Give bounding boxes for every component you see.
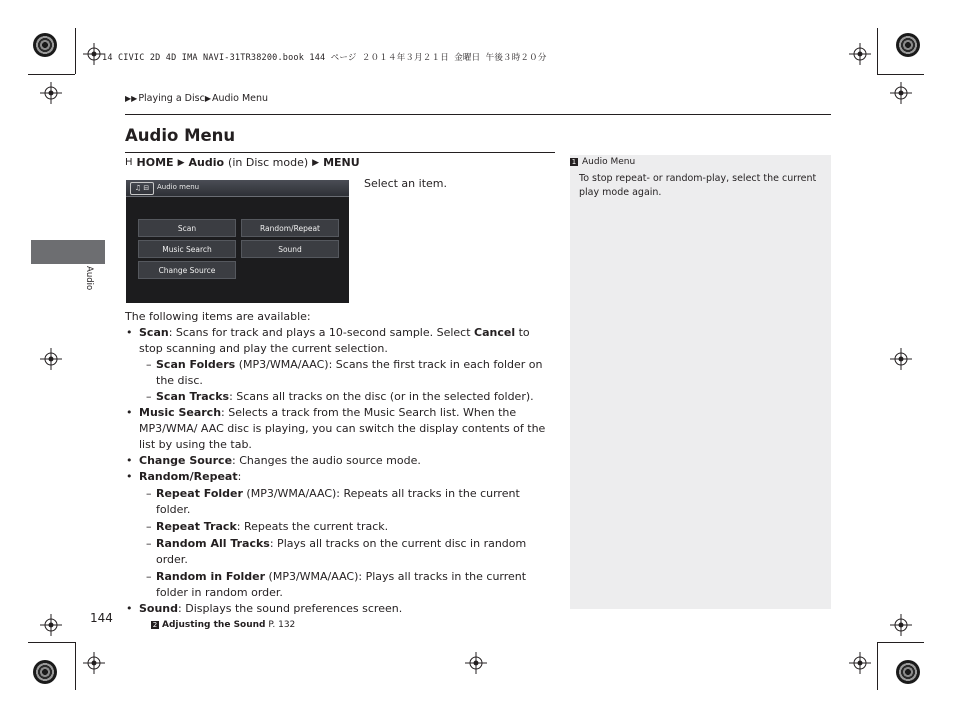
bullet: •: [126, 406, 133, 419]
cross-reference[interactable]: [125, 617, 555, 633]
sub-list-item: [125, 486, 555, 518]
crop-line: [75, 642, 76, 690]
nav-arrow-icon: ▶: [177, 157, 185, 168]
music-search-button[interactable]: Music Search: [138, 240, 236, 258]
nav-audio: Audio: [188, 156, 225, 169]
breadcrumb-arrow-icon: ▶: [204, 94, 211, 103]
registration-mark-icon: [40, 614, 62, 636]
sub-list-item: [125, 519, 555, 535]
desc-change-source: : Changes the audio source mode.: [232, 454, 421, 467]
crop-line: [877, 642, 924, 643]
navigation-path: [125, 156, 360, 169]
term-cancel: Cancel: [474, 326, 516, 339]
print-file-header: 14 CIVIC 2D 4D IMA NAVI-31TR38200.book 144 ページ ２０１４年３月２１日 金曜日 午後３時２０分: [102, 53, 547, 63]
crop-line: [877, 74, 924, 75]
term-scan-folders: Scan Folders: [156, 358, 236, 371]
page-title: Audio Menu: [125, 126, 236, 145]
audio-menu-screen: [126, 180, 349, 303]
desc-scan: : Scans for track and plays a 10-second sample. Select: [168, 326, 475, 339]
screen-title-bar: [126, 180, 349, 197]
change-source-button[interactable]: Change Source: [138, 261, 236, 279]
note-text: To stop repeat- or random-play, select the current play mode again.: [579, 173, 817, 198]
reference-arrow-icon: 2: [152, 620, 158, 629]
dash: –: [146, 358, 152, 371]
crop-line: [877, 642, 878, 690]
term-random-in-folder: Random in Folder: [156, 570, 266, 583]
sub-list-item: [125, 357, 555, 389]
dash: –: [146, 537, 152, 550]
bullet: •: [126, 454, 133, 467]
note-title: Audio Menu: [582, 157, 636, 167]
term-random-repeat: Random/Repeat: [139, 470, 238, 483]
voice-command-icon: H: [125, 157, 133, 168]
registration-mark-icon: [83, 652, 105, 674]
music-icon: ♫ ⊟: [130, 182, 154, 195]
sub-list-item: [125, 569, 555, 601]
term-random-all-tracks: Random All Tracks: [156, 537, 270, 550]
bullet: •: [126, 326, 133, 339]
registration-mark-icon: [890, 614, 912, 636]
header-divider: [125, 114, 831, 115]
list-item: [125, 469, 555, 485]
note-heading: [570, 157, 635, 167]
instruction-text: Select an item.: [364, 177, 447, 190]
registration-mark-icon: [849, 652, 871, 674]
crop-line: [877, 28, 878, 74]
registration-mark-icon: [40, 348, 62, 370]
section-tab: [31, 240, 105, 264]
desc-scan-folders: (MP3/WMA/AAC): Scans the first track in each folder on the disc.: [156, 358, 543, 387]
scan-button[interactable]: Scan: [138, 219, 236, 237]
section-tab-label: Audio: [84, 266, 94, 291]
breadcrumb: [125, 93, 268, 104]
term-sound: Sound: [139, 602, 179, 615]
title-divider: [125, 152, 555, 153]
sub-list-item: [125, 536, 555, 568]
dash: –: [146, 390, 152, 403]
dash: –: [146, 487, 152, 500]
desc-random-in-folder: (MP3/WMA/AAC): Plays all tracks in the current folder in random order.: [156, 570, 527, 599]
random-repeat-button[interactable]: Random/Repeat: [241, 219, 339, 237]
note-icon: 1: [571, 158, 577, 166]
color-rosette-bottom-right: [896, 660, 920, 684]
item-description-list: [125, 309, 555, 633]
breadcrumb-current: Audio Menu: [211, 93, 269, 104]
desc-repeat-track: : Repeats the current track.: [236, 520, 389, 533]
crop-line: [28, 74, 75, 75]
desc-scan-tracks: : Scans all tracks on the disc (or in the selected folder).: [229, 390, 534, 403]
registration-mark-icon: [849, 43, 871, 65]
nav-arrow-icon: ▶: [312, 157, 320, 168]
side-note: [570, 155, 831, 609]
desc-random-all-tracks: : Plays all tracks on the current disc in random order.: [156, 537, 527, 566]
term-repeat-folder: Repeat Folder: [156, 487, 243, 500]
dash: –: [146, 520, 152, 533]
dash: –: [146, 570, 152, 583]
bullet: •: [126, 470, 133, 483]
desc-sound: : Displays the sound preferences screen.: [178, 602, 403, 615]
intro-text: The following items are available:: [125, 310, 311, 323]
bullet: •: [126, 602, 133, 615]
nav-menu: MENU: [323, 156, 360, 169]
registration-mark-icon: [890, 82, 912, 104]
registration-mark-icon: [40, 82, 62, 104]
list-item: [125, 453, 555, 469]
term-scan-tracks: Scan Tracks: [156, 390, 230, 403]
breadcrumb-arrows-icon: ▶▶: [125, 94, 138, 103]
term-change-source: Change Source: [139, 454, 233, 467]
reference-page: P. 132: [265, 620, 296, 630]
desc-music-search: : Selects a track from the Music Search list. When the MP3/WMA/ AAC disc is playing, you can switch the display contents of the list by using the tab.: [139, 406, 546, 451]
desc-scan-cont: to stop scanning and play the current selection.: [139, 326, 530, 355]
nav-mode: (in Disc mode): [228, 156, 309, 169]
nav-home: HOME: [136, 156, 174, 169]
color-rosette-top-left: [33, 33, 57, 57]
list-item: [125, 601, 555, 617]
registration-mark-icon: [465, 652, 487, 674]
color-rosette-top-right: [896, 33, 920, 57]
sub-list-item: [125, 389, 555, 405]
registration-mark-icon: [890, 348, 912, 370]
page-number: 144: [90, 611, 113, 625]
reference-label[interactable]: Adjusting the Sound: [162, 620, 266, 630]
breadcrumb-link-playing-a-disc[interactable]: Playing a Disc: [138, 93, 205, 104]
term-repeat-track: Repeat Track: [156, 520, 237, 533]
color-rosette-bottom-left: [33, 660, 57, 684]
term-scan: Scan: [139, 326, 169, 339]
crop-line: [75, 28, 76, 74]
desc-random-repeat: :: [237, 470, 242, 483]
screen-title: Audio menu: [157, 183, 200, 191]
crop-line: [28, 642, 75, 643]
desc-repeat-folder: (MP3/WMA/AAC): Repeats all tracks in the current folder.: [156, 487, 520, 516]
sound-button[interactable]: Sound: [241, 240, 339, 258]
term-music-search: Music Search: [139, 406, 222, 419]
list-item: [125, 325, 555, 357]
list-item: [125, 405, 555, 453]
